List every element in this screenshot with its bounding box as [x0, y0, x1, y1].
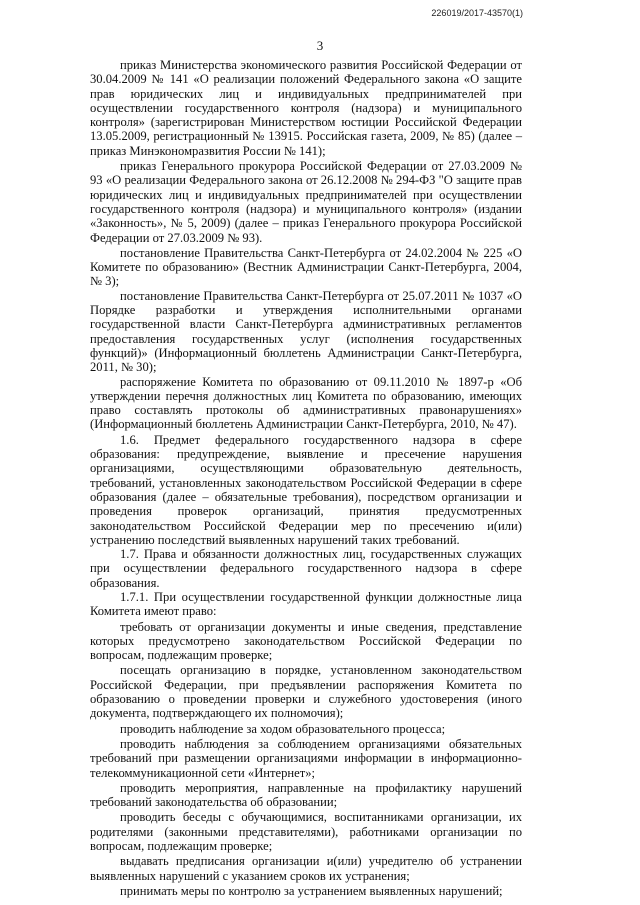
- paragraph-order-141: приказ Министерства экономического развития Российской Федерации от 30.04.2009 № 141 «О реализации положений Федерального закона «О защите прав юридических лиц и индивидуальных предпринимателей при осуществлении государственного контроля (надзора) и муниципального контроля» (зарегистрирован Министерством юстиции Российской Федерации 13.05.2009, регистрационный № 13915. Российская газета, 2009, № 85) (далее – приказ Минэкономразвития России № 141);: [90, 58, 522, 158]
- paragraph-right-visit: посещать организацию в порядке, установленном законодательством Российской Федерации, при предъявлении распоряжения Комитета по образованию о проведении проверки и служебного удостоверения (иного документа, подтверждающего их полномочия);: [90, 663, 522, 721]
- paragraph-right-control: принимать меры по контролю за устранением выявленных нарушений;: [120, 883, 503, 898]
- paragraph-resolution-1037: постановление Правительства Санкт-Петербурга от 25.07.2011 № 1037 «О Порядке разработки и утверждения исполнительными органами государственной власти Санкт-Петербурга административных регламентов предоставления государственных услуг (исполнения государственных функций)» (Информационный бюллетень Администрации Санкт-Петербурга, 2011, № 30);: [90, 288, 522, 375]
- paragraph-1-6: 1.6. Предмет федерального государственного надзора в сфере образования: предупреждение, выявление и пресечение нарушения организациями, осуществляющими образовательную деятельность, требований, установленных законодательством Российской Федерации в сфере образования (далее – обязательные требования), посредством организации и проведения проверок организаций, принятия предусмотренных законодательством Российской Федерации мер по пресечению и(или) устранению последствий выявленных нарушений таких требований.: [90, 432, 522, 547]
- paragraph-right-prevention: проводить мероприятия, направленные на профилактику нарушений требований законодательства об образовании;: [90, 780, 522, 810]
- page-number: 3: [316, 38, 324, 53]
- paragraph-right-observe: проводить наблюдение за ходом образовательного процесса;: [120, 721, 446, 736]
- paragraph-order-1897: распоряжение Комитета по образованию от 09.11.2010 № 1897-р «Об утверждении перечня должностных лиц Комитета по образованию, имеющих право составлять протоколы об административных правонарушениях» (Информационный бюллетень Администрации Санкт-Петербурга, 2010, № 47).: [90, 374, 522, 432]
- paragraph-resolution-225: постановление Правительства Санкт-Петербурга от 24.02.2004 № 225 «О Комитете по образованию» (Вестник Администрации Санкт-Петербурга, 2004, № 3);: [90, 245, 522, 289]
- paragraph-1-7-1: 1.7.1. При осуществлении государственной функции должностные лица Комитета имеют право:: [90, 589, 522, 619]
- paragraph-right-orders: выдавать предписания организации и(или) учредителю об устранении выявленных нарушений с указанием сроков их устранения;: [90, 854, 522, 883]
- paragraph-order-93: приказ Генерального прокурора Российской Федерации от 27.03.2009 № 93 «О реализации Федерального закона от 26.12.2008 № 294-ФЗ "О защите прав юридических лиц и индивидуальных предпринимателей при осуществлении государственного контроля (надзора) и муниципального контроля» (издании «Законность», № 5, 2009) (далее – приказ Генерального прокурора Российской Федерации от 27.03.2009 № 93).: [90, 159, 522, 245]
- paragraph-right-documents: требовать от организации документы и иные сведения, представление которых предусмотрено законодательством Российской Федерации по вопросам, подлежащим проверке;: [90, 619, 522, 663]
- paragraph-right-interviews: проводить беседы с обучающимися, воспитанниками организации, их родителями (законными представителями), работниками организации по вопросам, подлежащим проверке;: [90, 810, 522, 854]
- paragraph-right-internet: проводить наблюдения за соблюдением организациями обязательных требований при размещении организациями информации в информационно-телекоммуникационной сети «Интернет»;: [90, 736, 522, 780]
- paragraph-1-7: 1.7. Права и обязанности должностных лиц, государственных служащих при осуществлении федерального государственного надзора в сфере образования.: [90, 547, 522, 590]
- document-body: [90, 58, 522, 898]
- document-id: 226019/2017-43570(1): [431, 8, 523, 18]
